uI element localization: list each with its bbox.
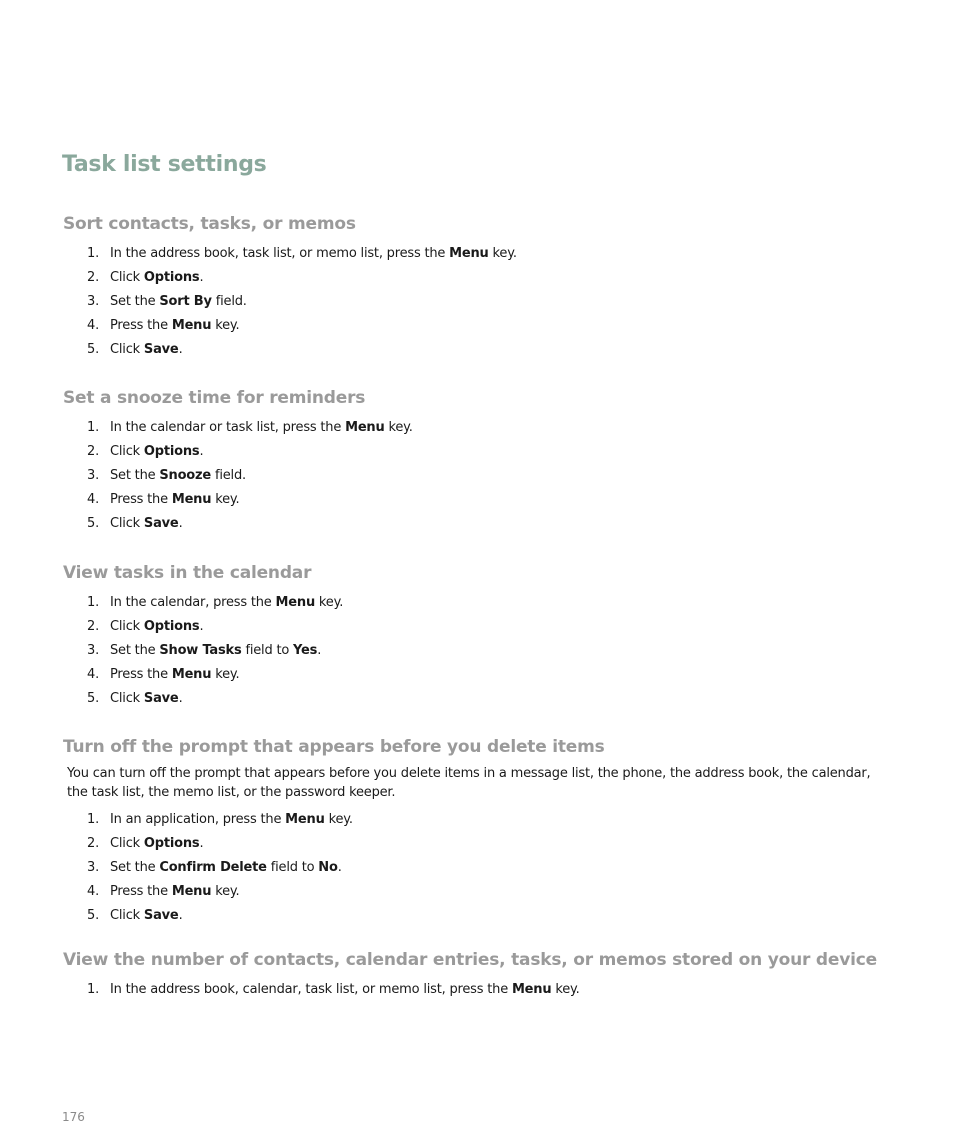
step-number: 3. [87,294,100,309]
step-text: key. [324,812,353,827]
step-text: key. [211,667,240,682]
step-text: Set the [110,294,160,309]
step-text: Press the [110,318,172,333]
section-heading: Sort contacts, tasks, or memos [63,214,356,234]
step-text: . [199,836,204,851]
step-item [63,880,893,904]
step-text: field to [241,643,294,658]
step-item [63,687,893,711]
step-text: . [199,444,204,459]
step-text: key. [211,884,240,899]
step-text: . [199,270,204,285]
step-item [63,832,893,856]
step-number: 2. [87,270,100,285]
steps-list [63,416,893,536]
section-view-number-stored [63,948,893,1002]
ui-term: Menu [171,884,212,899]
section-sort-contacts [63,212,893,362]
steps-list [63,808,893,928]
step-item [63,639,893,663]
step-text: In the calendar or task list, press the [110,420,346,435]
step-text: Click [110,908,144,923]
step-text: field. [211,294,247,309]
step-number: 3. [87,468,100,483]
step-text: In the address book, task list, or memo list, press the [110,246,450,261]
steps-list [63,978,893,1002]
step-item [63,464,893,488]
ui-term: Menu [285,812,325,827]
step-number: 1. [87,982,100,997]
step-text: Click [110,270,144,285]
step-text: Click [110,444,144,459]
ui-term: Confirm Delete [159,860,267,875]
ui-term: Menu [171,492,212,507]
step-item [63,808,893,832]
step-text: key. [211,318,240,333]
ui-term: Menu [449,246,489,261]
step-text: . [178,691,183,706]
step-number: 1. [87,420,100,435]
ui-term: Options [143,619,200,634]
step-text: field. [211,468,246,483]
ui-term: Show Tasks [159,643,242,658]
ui-term: Sort By [159,294,212,309]
step-text: Click [110,836,144,851]
section-turn-off-delete-prompt [63,735,893,928]
step-text: Click [110,619,144,634]
ui-term: Menu [171,318,212,333]
step-text: Press the [110,884,172,899]
step-text: key. [211,492,240,507]
step-number: 1. [87,246,100,261]
step-item [63,663,893,687]
step-item [63,615,893,639]
step-item [63,290,893,314]
step-text: Press the [110,667,172,682]
ui-term: Menu [511,982,552,997]
step-number: 3. [87,643,100,658]
step-item [63,314,893,338]
step-item [63,266,893,290]
step-number: 4. [87,492,100,507]
step-text: key. [488,246,517,261]
page-title: Task list settings [62,152,267,177]
step-number: 5. [87,908,100,923]
ui-term: Menu [275,595,315,610]
step-text: Click [110,691,144,706]
step-text: In the address book, calendar, task list, or memo list, press the [110,982,512,997]
ui-term: Snooze [159,468,212,483]
ui-term: No [318,860,338,875]
step-number: 3. [87,860,100,875]
step-number: 5. [87,516,100,531]
step-text: . [317,643,322,658]
ui-term: Save [143,691,179,706]
steps-list [63,242,893,362]
step-text: Set the [110,643,160,658]
step-item [63,338,893,362]
step-text: In the calendar, press the [110,595,276,610]
step-item [63,416,893,440]
step-item [63,904,893,928]
step-text: . [337,860,342,875]
step-text: . [178,516,183,531]
step-number: 4. [87,318,100,333]
steps-list [63,591,893,711]
section-intro: You can turn off the prompt that appears before you delete items in a message list, the phone, the address book, the calendar, the task list, the memo list, or the password keeper. [67,766,871,800]
ui-term: Save [143,516,179,531]
step-text: key. [551,982,580,997]
ui-term: Options [143,270,200,285]
ui-term: Save [143,342,179,357]
step-text: . [178,908,183,923]
section-view-tasks-calendar [63,561,893,711]
step-number: 1. [87,812,100,827]
step-text: field to [266,860,319,875]
step-item [63,856,893,880]
step-item [63,242,893,266]
ui-term: Options [143,836,200,851]
step-text: key. [384,420,413,435]
ui-term: Yes [293,643,318,658]
step-item [63,591,893,615]
section-heading: View tasks in the calendar [63,563,312,583]
section-heading: Set a snooze time for reminders [63,388,366,408]
step-item [63,440,893,464]
step-number: 4. [87,884,100,899]
step-number: 2. [87,444,100,459]
ui-term: Menu [171,667,212,682]
step-number: 2. [87,619,100,634]
step-text: . [199,619,204,634]
step-text: Set the [110,860,160,875]
step-number: 5. [87,691,100,706]
step-item [63,978,893,1002]
step-text: . [178,342,183,357]
section-heading: View the number of contacts, calendar entries, tasks, or memos stored on your device [63,950,877,970]
step-text: Click [110,516,144,531]
step-item [63,488,893,512]
section-heading: Turn off the prompt that appears before you delete items [63,737,605,757]
ui-term: Save [143,908,179,923]
step-number: 2. [87,836,100,851]
step-number: 1. [87,595,100,610]
page-number: 176 [62,1110,85,1124]
ui-term: Options [143,444,200,459]
step-item [63,512,893,536]
step-text: Set the [110,468,160,483]
step-text: Click [110,342,144,357]
ui-term: Menu [345,420,385,435]
step-text: Press the [110,492,172,507]
section-snooze-time [63,386,893,536]
step-text: key. [315,595,344,610]
step-number: 5. [87,342,100,357]
step-number: 4. [87,667,100,682]
step-text: In an application, press the [110,812,286,827]
